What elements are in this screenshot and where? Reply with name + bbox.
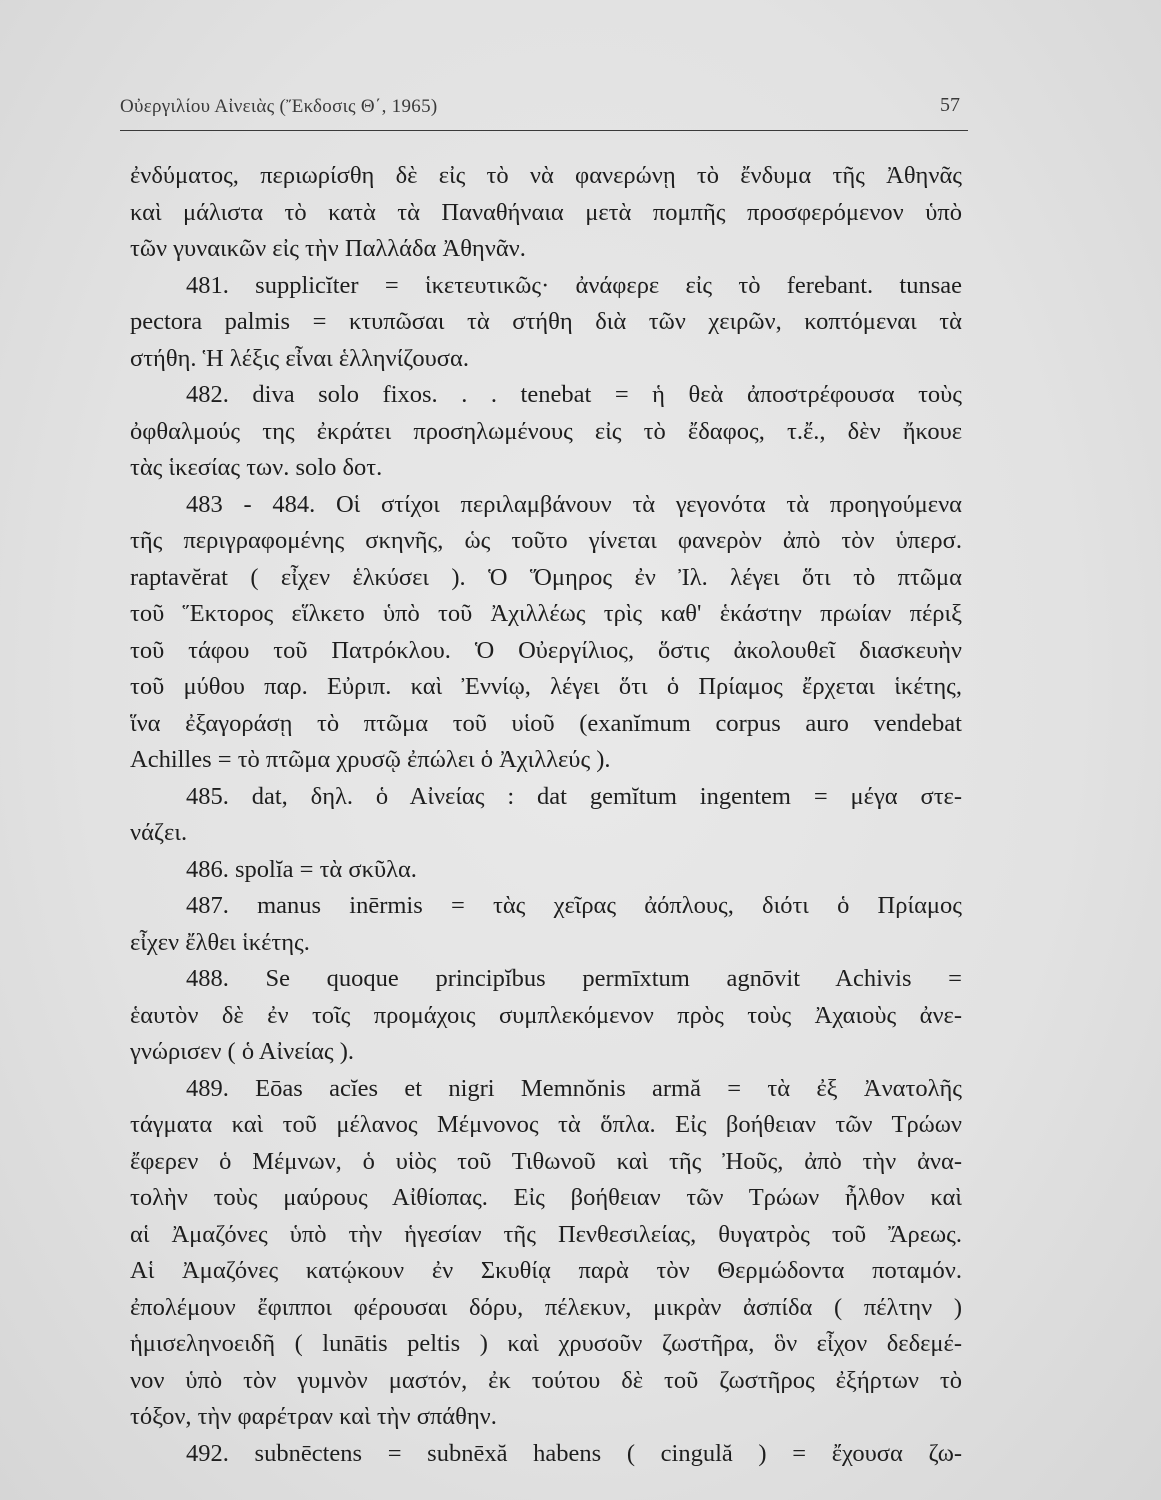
note-492: 492. subnēctens = subnēxă habens ( cingulă ) = ἔχουσα ζω- xyxy=(186,1439,962,1467)
text-line: αἱ Ἀμαζόνες ὑπὸ τὴν ἡγεσίαν τῆς Πενθεσιλείας, θυγατρὸς τοῦ Ἄρεως. xyxy=(130,1220,962,1248)
text-line: ἑαυτὸν δὲ ἐν τοῖς προμάχοις συμπλεκόμενον πρὸς τοὺς Ἀχαιοὺς ἀνε- xyxy=(130,1001,962,1029)
note-481: 481. supplicĭter = ἱκετευτικῶς· ἀνάφερε εἰς τὸ ferebant. tunsae xyxy=(186,271,962,299)
text-line: ἐνδύματος, περιωρίσθη δὲ εἰς τὸ νὰ φανερώνῃ τὸ ἔνδυμα τῆς Ἀθηνᾶς xyxy=(130,162,962,189)
text-line: Achilles = τὸ πτῶμα χρυσῷ ἐπώλει ὁ Ἀχιλλεύς ). xyxy=(130,746,611,773)
text-line: ἵνα ἐξαγοράσῃ τὸ πτῶμα τοῦ υἱοῦ (exanĭmum corpus auro vendebat xyxy=(130,709,962,737)
text-line: ἡμισεληνοειδῆ ( lunātis peltis ) καὶ χρυσοῦν ζωστῆρα, ὃν εἶχον δεδεμέ- xyxy=(130,1330,962,1357)
text-line: Αἱ Ἀμαζόνες κατῴκουν ἐν Σκυθίᾳ παρὰ τὸν Θερμώδοντα ποταμόν. xyxy=(130,1257,962,1284)
text-line: ἐπολέμουν ἔφιπποι φέρουσαι δόρυ, πέλεκυν, μικρὰν ἀσπίδα ( πέλτην ) xyxy=(130,1293,962,1321)
text-line: ἔφερεν ὁ Μέμνων, ὁ υἱὸς τοῦ Τιθωνοῦ καὶ τῆς Ἠοῦς, ἀπὸ τὴν ἀνα- xyxy=(130,1147,962,1175)
note-486: 486. spolĭa = τὰ σκῦλα. xyxy=(186,855,417,883)
note-488: 488. Se quoque principĭbus permīxtum agnōvit Achivis = xyxy=(186,965,962,992)
text-line: τῆς περιγραφομένης σκηνῆς, ὡς τοῦτο γίνεται φανερὸν ἀπὸ τὸν ὑπερσ. xyxy=(130,527,962,554)
text-line: νον ὑπὸ τὸν γυμνὸν μαστόν, ἐκ τούτου δὲ τοῦ ζωστῆρος ἐξήρτων τὸ xyxy=(130,1366,962,1394)
note-489: 489. Eōas acĭes et nigri Memnŏnis armă = τὰ ἐξ Ἀνατολῆς xyxy=(186,1074,962,1102)
text-line: τολὴν τοὺς μαύρους Αἰθίοπας. Εἰς βοήθειαν τῶν Τρώων ἦλθον καὶ xyxy=(130,1184,962,1211)
text-line: τὰς ἱκεσίας των. solo δοτ. xyxy=(130,454,383,481)
text-line: νάζει. xyxy=(130,819,188,846)
text-line: εἶχεν ἔλθει ἱκέτης. xyxy=(130,928,310,956)
text-line: τῶν γυναικῶν εἰς τὴν Παλλάδα Ἀθηνᾶν. xyxy=(130,235,526,262)
note-482: 482. diva solo fixos. . . tenebat = ἡ θεὰ ἀποστρέφουσα τοὺς xyxy=(186,381,962,408)
text-line: pectora palmis = κτυπῶσαι τὰ στήθη διὰ τῶν χειρῶν, κοπτόμεναι τὰ xyxy=(130,308,962,335)
body-text xyxy=(130,158,962,1472)
text-line: τοῦ τάφου τοῦ Πατρόκλου. Ὁ Οὐεργίλιος, ὅστις ἀκολουθεῖ διασκευὴν xyxy=(130,636,962,664)
text-line: καὶ μάλιστα τὸ κατὰ τὰ Παναθήναια μετὰ πομπῆς προσφερόμενον ὑπὸ xyxy=(130,198,962,226)
text-line: τάγματα καὶ τοῦ μέλανος Μέμνονος τὰ ὅπλα. Εἰς βοήθειαν τῶν Τρώων xyxy=(130,1111,962,1138)
text-line: τοῦ Ἕκτορος εἵλκετο ὑπὸ τοῦ Ἀχιλλέως τρὶς καθ' ἑκάστην πρωίαν πέριξ xyxy=(130,600,962,627)
text-line: ὀφθαλμούς της ἐκράτει προσηλωμένους εἰς τὸ ἔδαφος, τ.ἔ., δὲν ἤκουε xyxy=(130,417,962,445)
text-line: raptavĕrat ( εἶχεν ἑλκύσει ). Ὁ Ὅμηρος ἐν Ἰλ. λέγει ὅτι τὸ πτῶμα xyxy=(130,563,962,591)
text-line: στήθη. Ἡ λέξις εἶναι ἑλληνίζουσα. xyxy=(130,344,469,372)
page-number: 57 xyxy=(940,94,960,116)
header-title: Οὐεργιλίου Αἰνειὰς (Ἔκδοσις Θ΄, 1965) xyxy=(120,96,438,117)
running-header xyxy=(120,94,968,131)
note-487: 487. manus inērmis = τὰς χεῖρας ἀόπλους, διότι ὁ Πρίαμος xyxy=(186,892,962,919)
text-line: γνώρισεν ( ὁ Αἰνείας ). xyxy=(130,1038,355,1065)
note-483-484: 483 - 484. Οἱ στίχοι περιλαμβάνουν τὰ γεγονότα τὰ προηγούμενα xyxy=(186,490,962,518)
text-line: τοῦ μύθου παρ. Εὐριπ. καὶ Ἐννίῳ, λέγει ὅτι ὁ Πρίαμος ἔρχεται ἱκέτης, xyxy=(130,673,962,700)
text-line: τόξον, τὴν φαρέτραν καὶ τὴν σπάθην. xyxy=(130,1403,497,1430)
note-485: 485. dat, δηλ. ὁ Αἰνείας : dat gemĭtum ingentem = μέγα στε- xyxy=(186,782,962,810)
